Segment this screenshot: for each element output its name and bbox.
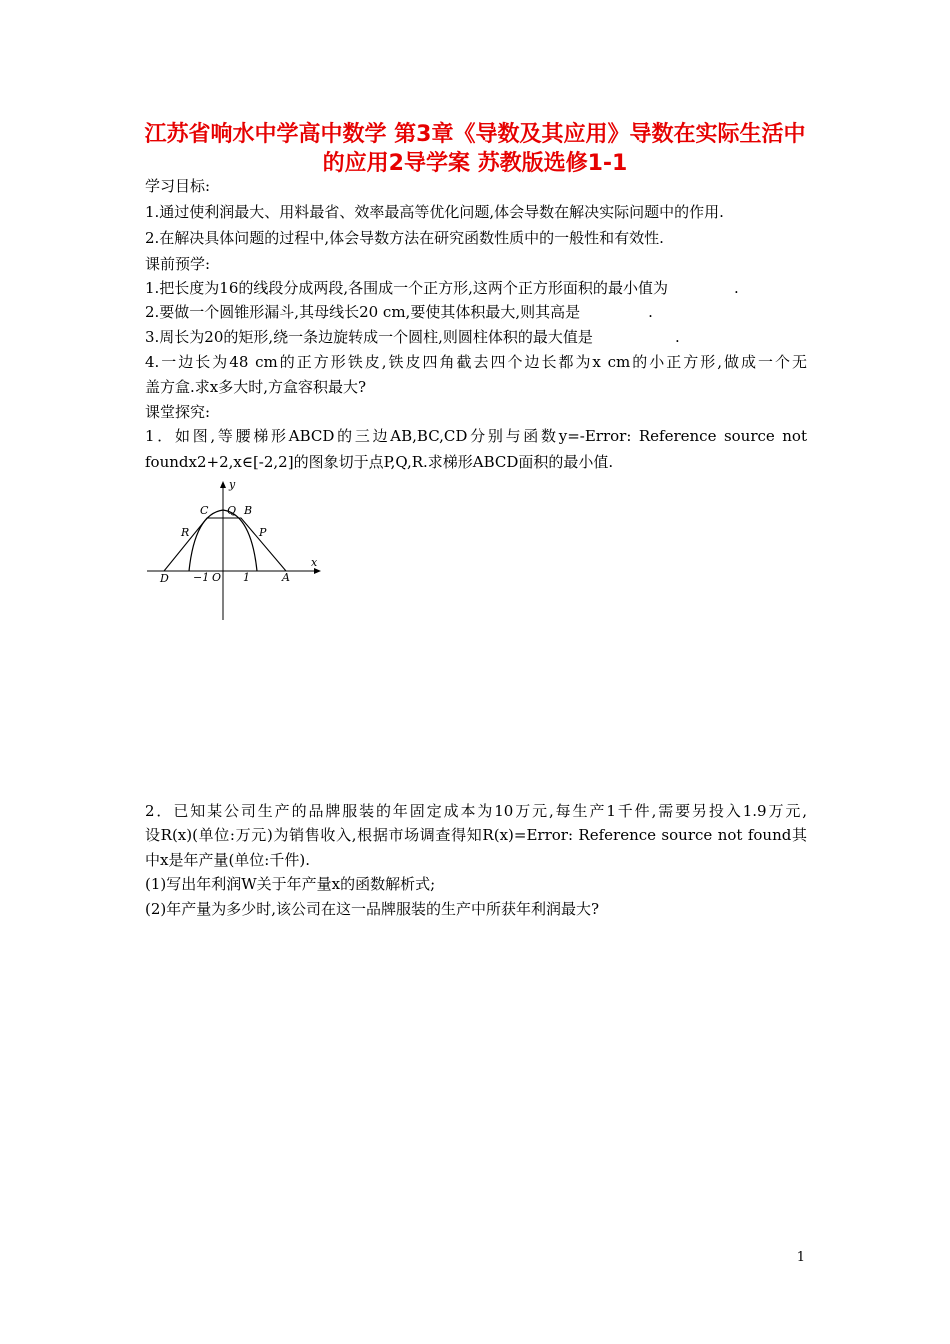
q1-end: . [733,279,739,297]
label-r: R [181,526,190,539]
trapezoid-figure [145,474,325,622]
tick-one: 1 [243,571,250,584]
objectives-heading: 学习目标: [145,177,211,195]
preview-question-4-line-2: 盖方盒.求x多大时,方盒容积最大? [145,378,367,396]
document-title [130,120,820,178]
problem-1-line-1: 1．如图,等腰梯形ABCD的三边AB,BC,CD分别与函数y=-Error: Reference source not [145,427,807,445]
label-d: D [160,572,169,585]
explore-heading: 课堂探究: [145,403,211,421]
problem-2-line-3: 中x是年产量(单位:千件). [145,851,310,869]
preview-question-3 [145,325,807,349]
tick-neg-one: −1 [193,571,210,584]
label-q: Q [227,504,237,517]
problem-2-sub-1: (1)写出年利润W关于年产量x的函数解析式; [145,875,436,893]
title-line-1: 江苏省响水中学高中数学 第3章《导数及其应用》导数在实际生活中 [144,122,806,147]
q3-text: 3.周长为20的矩形,绕一条边旋转成一个圆柱,则圆柱体积的最大值是 [145,328,593,346]
preview-question-1 [145,276,807,300]
preview-question-4-line-1: 4.一边长为48 cm的正方形铁皮,铁皮四角截去四个边长都为x cm的小正方形,做成一个无 [145,353,807,371]
objective-2: 2.在解决具体问题的过程中,体会导数方法在研究函数性质中的一般性和有效性. [145,229,664,247]
q2-end: . [648,303,653,321]
page-number: 1 [796,1250,805,1265]
q1-text: 1.把长度为16的线段分成两段,各围成一个正方形,这两个正方形面积的最小值为 [145,279,668,297]
axis-y-label: y [229,478,236,491]
label-p: P [259,526,267,539]
preview-question-2 [145,300,807,324]
label-b: B [244,504,253,517]
label-origin: O [212,571,222,584]
y-axis-arrow-icon [220,481,226,488]
preview-heading: 课前预学: [145,255,211,273]
label-c: C [200,504,209,517]
label-a: A [282,571,290,584]
q3-end: . [674,328,680,346]
problem-1-line-2: foundx2+2,x∈[-2,2]的图象切于点P,Q,R.求梯形ABCD面积的最小值. [145,453,614,471]
axis-x-label: x [311,556,318,569]
problem-2-line-2: 设R(x)(单位:万元)为销售收入,根据市场调查得知R(x)=Error: Reference source not found其 [145,826,807,844]
objective-1: 1.通过使利润最大、用料最省、效率最高等优化问题,体会导数在解决实际问题中的作用. [145,203,724,221]
problem-2-sub-2: (2)年产量为多少时,该公司在这一品牌服装的生产中所获年利润最大? [145,900,600,918]
q2-text: 2.要做一个圆锥形漏斗,其母线长20 cm,要使其体积最大,则其高是 [145,303,581,321]
problem-2-line-1: 2．已知某公司生产的品牌服装的年固定成本为10万元,每生产1千件,需要另投入1.9万元, [145,802,807,820]
title-line-2: 的应用2导学案 苏教版选修1-1 [322,151,628,176]
